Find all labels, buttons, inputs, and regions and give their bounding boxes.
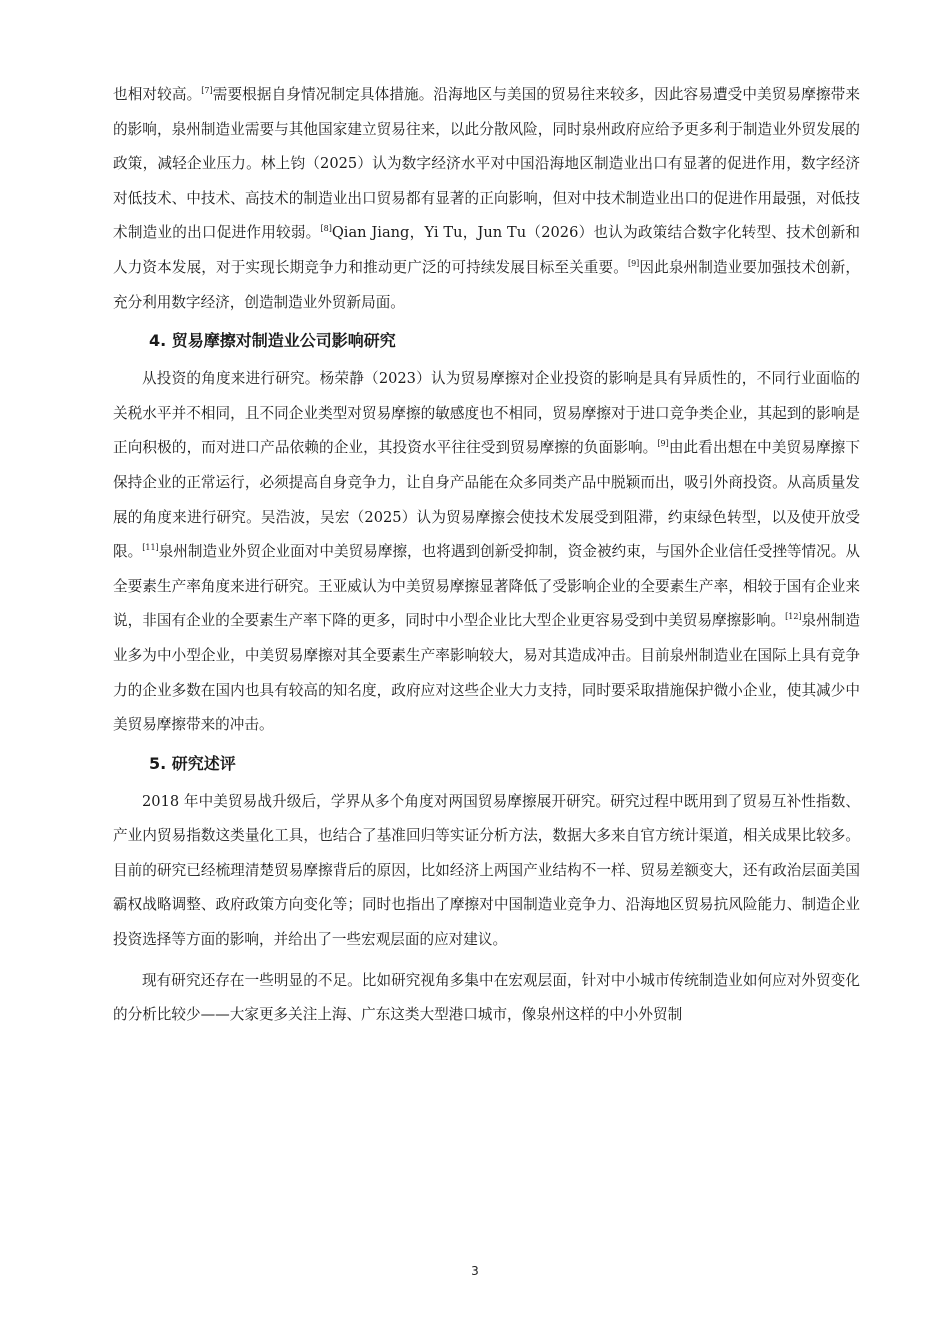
citation-11: [11]: [142, 543, 159, 553]
paragraph-4: 现有研究还存在一些明显的不足。比如研究视角多集中在宏观层面，针对中小城市传统制造业如何应对外贸变化的分析比较少——大家更多关注上海、广东这类大型港口城市，像泉州这样的中小外贸制: [113, 971, 860, 1024]
text-run: 泉州制造业外贸企业面对中美贸易摩擦，也将遇到创新受抑制，资金被约束，与国外企业信任受挫等情况。从全要素生产率角度来进行研究。王亚威认为中美贸易摩擦显著降低了受影响企业的全要素生产率，相较于国有企业来说，非国有企业的全要素生产率下降的更多，同时中小型企业比大型企业更容易受到中美贸易摩擦影响。: [113, 543, 860, 630]
citation-7: [7]: [201, 86, 213, 96]
citation-12: [12]: [785, 612, 802, 622]
section-heading-5: 5. 研究述评: [149, 753, 236, 773]
text-run: 从投资的角度来进行研究。杨荣静（2023）认为贸易摩擦对企业投资的影响是具有异质性的，不同行业面临的关税水平并不相同，且不同企业类型对贸易摩擦的敏感度也不相同，贸易摩擦对于进口竞争类企业，其起到的影响是正向积极的，而对进口产品依赖的企业，其投资水平往往受到贸易摩擦的负面影响。: [113, 370, 860, 457]
page-number: 3: [471, 1264, 479, 1278]
text-run: 泉州制造业多为中小型企业，中美贸易摩擦对其全要素生产率影响较大，易对其造成冲击。目前泉州制造业在国际上具有竞争力的企业多数在国内也具有较高的知名度，政府应对这些企业大力支持，同时要采取措施保护微小企业，使其减少中美贸易摩擦带来的冲击。: [113, 612, 860, 734]
text-run: 也相对较高。: [113, 86, 202, 103]
text-run: Qian Jiang，Yi Tu，Jun Tu（2026）也认为政策结合数字化转型、技术创新和人力资本发展，对于实现长期竞争力和推动更广泛的可持续发展目标至关重要。: [113, 224, 860, 276]
paragraph-1: [113, 78, 860, 320]
document-body: [113, 78, 860, 1033]
citation-8: [8]: [320, 224, 332, 234]
paragraph-2: [113, 362, 860, 743]
citation-9: [9]: [627, 259, 640, 269]
section-heading-4: 4. 贸易摩擦对制造业公司影响研究: [149, 331, 396, 351]
text-run: 因此泉州制造业要加强技术创新，充分利用数字经济，创造制造业外贸新局面。: [113, 258, 860, 311]
text-run: 需要根据自身情况制定具体措施。沿海地区与美国的贸易往来较多，因此容易遭受中美贸易摩擦带来的影响，泉州制造业需要与其他国家建立贸易往来，以此分散风险，同时泉州政府应给予更多利于制造业外贸发展的政策，减轻企业压力。林上钧（2025）认为数字经济水平对中国沿海地区制造业出口有显著的促进作用，数字经济对低技术、中技术、高技术的制造业出口贸易都有显著的正向影响，但对中技术制造业出口的促进作用最强，对低技术制造业的出口促进作用较弱。: [113, 86, 860, 242]
paragraph-3: 2018 年中美贸易战升级后，学界从多个角度对两国贸易摩擦展开研究。研究过程中既用到了贸易互补性指数、产业内贸易指数这类量化工具，也结合了基准回归等实证分析方法，数据大多来自官方统计渠道，相关成果比较多。目前的研究已经梳理清楚贸易摩擦背后的原因，比如经济上两国产业结构不一样、贸易差额变大，还有政治层面美国霸权战略调整、政府政策方向变化等；同时也指出了摩擦对中国制造业竞争力、沿海地区贸易抗风险能力、制造企业投资选择等方面的影响，并给出了一些宏观层面的应对建议。: [113, 792, 860, 949]
citation-9b: [9]: [657, 439, 669, 449]
text-run: 由此看出想在中美贸易摩擦下保持企业的正常运行，必须提高自身竞争力，让自身产品能在众多同类产品中脱颖而出，吸引外商投资。从高质量发展的角度来进行研究。吴浩波，吴宏（2025）认为贸易摩擦会使技术发展受到阻滞，约束绿色转型，以及使开放受限。: [113, 439, 860, 561]
